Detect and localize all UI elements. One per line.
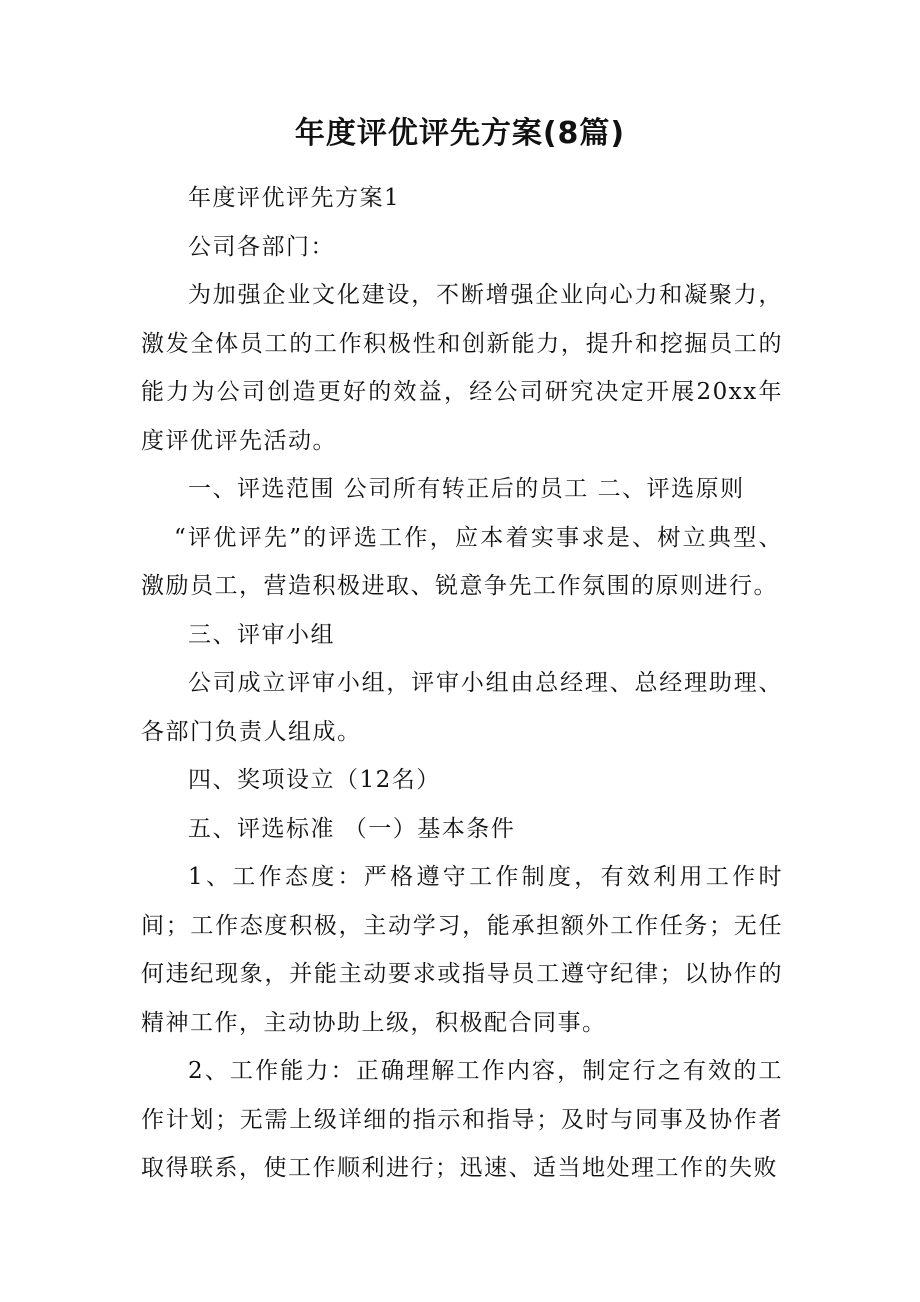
paragraph-principle: “评优评先”的评选工作，应本着实事求是、树立典型、激励员工，营造积极进取、锐意争先工作氛围的原则进行。 — [141, 524, 783, 599]
paragraph-heading: 年度评优评先方案1 — [188, 185, 401, 211]
paragraph-committee: 公司成立评审小组，评审小组由总经理、总经理助理、各部门负责人组成。 — [141, 670, 783, 745]
paragraph-section-5: 五、评选标准 （一）基本条件 — [188, 815, 516, 842]
paragraph-work-ability: 2、工作能力：正确理解工作内容，制定行之有效的工作计划；无需上级详细的指示和指导；及时与同事及协作者取得联系，使工作顺利进行；迅速、适当地处理工作的失败 — [141, 1058, 783, 1181]
paragraph-section-3: 三、评审小组 — [188, 621, 335, 648]
document-title: 年度评优评先方案(8篇) — [294, 116, 626, 151]
document-body — [141, 174, 783, 1193]
paragraph-section-1-2: 一、评选范围 公司所有转正后的员工 二、评选原则 — [188, 476, 745, 502]
paragraph-section-4: 四、奖项设立（12名） — [188, 767, 441, 793]
paragraph-salutation: 公司各部门： — [188, 233, 335, 260]
paragraph-work-attitude: 1、工作态度：严格遵守工作制度，有效利用工作时间；工作态度积极，主动学习，能承担额外工作任务；无任何违纪现象，并能主动要求或指导员工遵守纪律；以协作的精神工作，主动协助上级，积极配合同事。 — [141, 864, 783, 1036]
paragraph-intro: 为加强企业文化建设，不断增强企业向心力和凝聚力，激发全体员工的工作积极性和创新能力，提升和挖掘员工的能力为公司创造更好的效益，经公司研究决定开展20xx年度评优评先活动。 — [141, 282, 783, 454]
